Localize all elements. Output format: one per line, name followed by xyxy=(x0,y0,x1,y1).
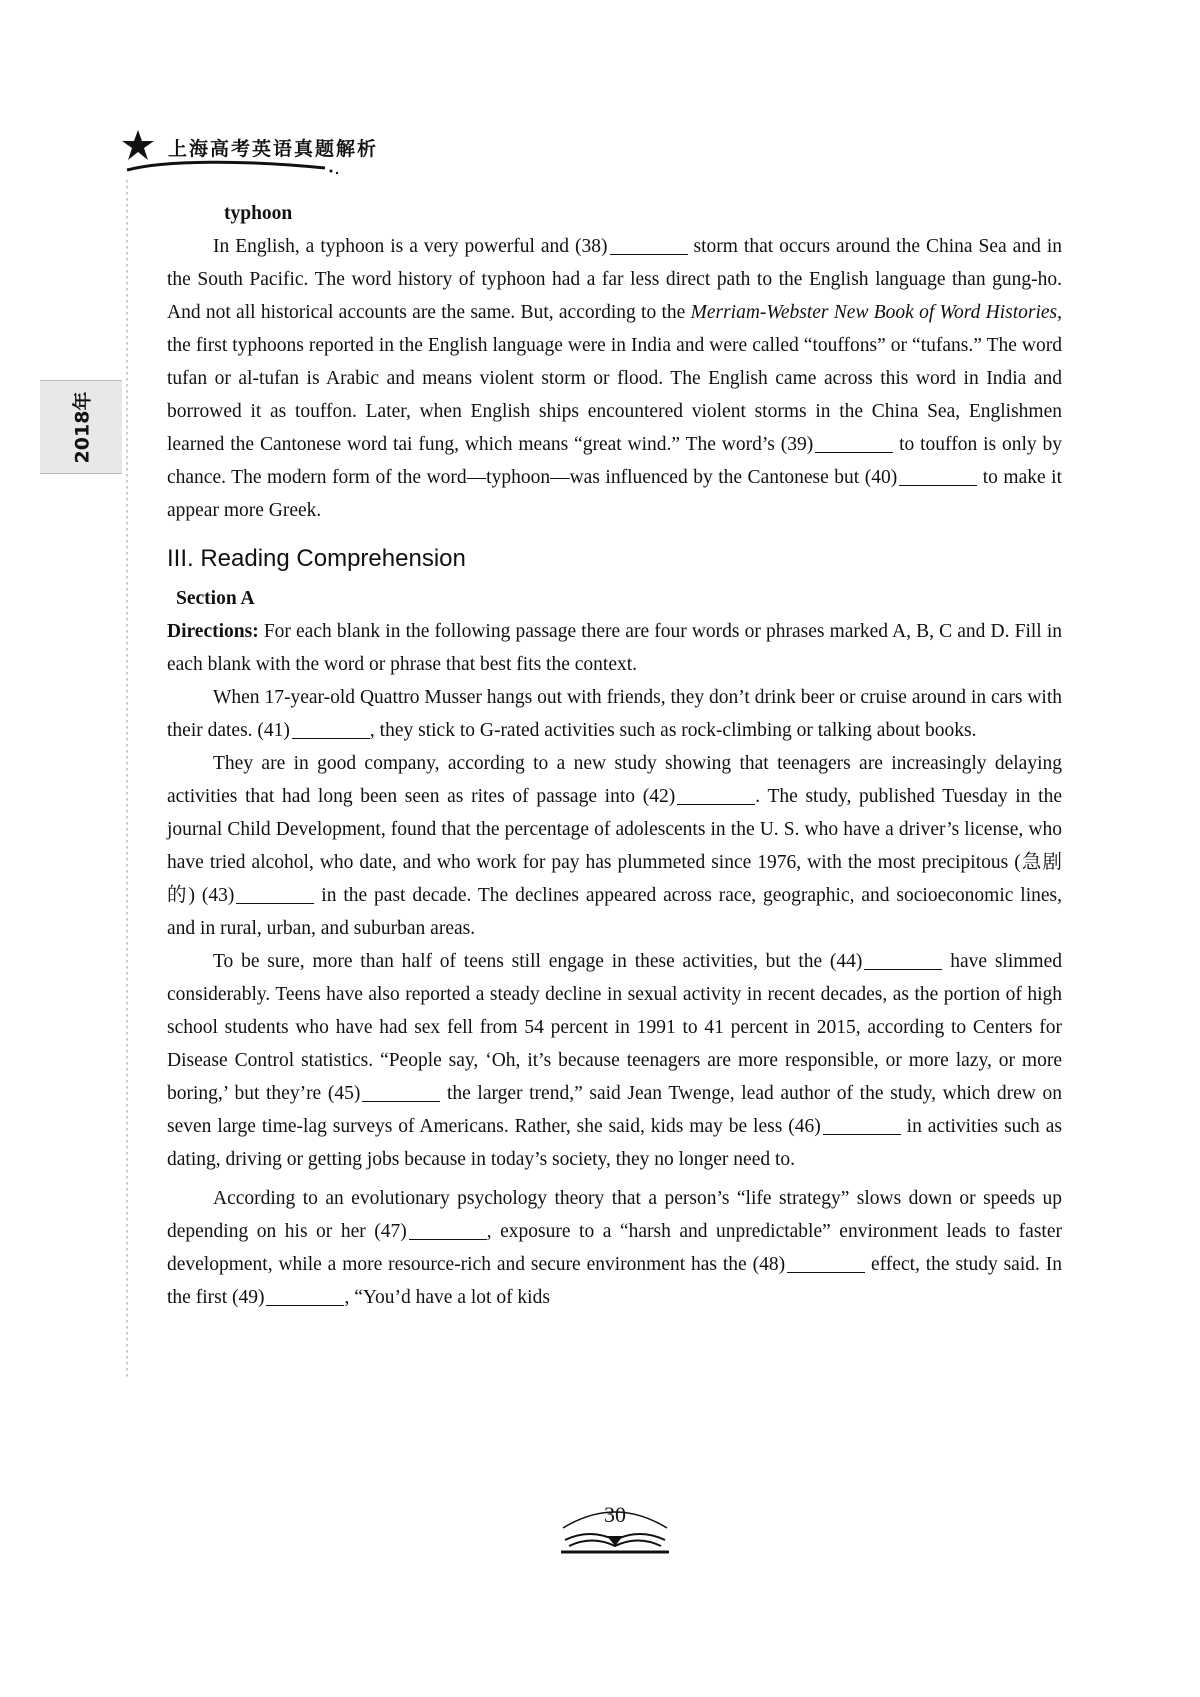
text-run: the larger trend,” said Jean Twenge, lead author of the study, which drew on seven large time-lag surveys of Americans. Rather, she said, kids may be less (46) xyxy=(167,1083,1062,1137)
blank-47[interactable] xyxy=(409,1220,487,1241)
text-run: When 17-year-old Quattro Musser hangs out with friends, they don’t drink beer or cruise around in cars with their dates. (41) xyxy=(167,687,1062,741)
directions xyxy=(167,615,1062,681)
side-year-label: 2018年 xyxy=(71,391,94,463)
swoosh-decoration xyxy=(125,156,340,176)
text-run: to make it appear more Greek. xyxy=(167,467,1062,521)
text-run: They are in good company, according to a new study showing that teenagers are increasingly delaying activities that had long been seen as rites of passage into (42) xyxy=(167,753,1062,807)
page-footer xyxy=(555,1498,675,1558)
blank-45[interactable] xyxy=(362,1082,440,1103)
margin-dotted-line xyxy=(126,180,128,1380)
page-number: 30 xyxy=(604,1502,626,1527)
blank-42[interactable] xyxy=(677,785,755,806)
blank-41[interactable] xyxy=(292,719,370,740)
blank-46[interactable] xyxy=(823,1115,901,1136)
text-run: . The study, published Tuesday in the journal Child Development, found that the percentage of adolescents in the U. S. who have a driver’s license, who have tried alcohol, who date, and who work for pay has plummeted since 1976, with the most precipitous (急剧的) (43) xyxy=(167,786,1063,906)
side-year-tab xyxy=(40,380,122,474)
typhoon-paragraph xyxy=(167,230,1062,527)
book-title: Merriam-Webster New Book of Word Histories xyxy=(690,302,1058,323)
blank-39[interactable] xyxy=(815,433,893,454)
text-run: effect, the study said. In the first (49) xyxy=(167,1254,1062,1308)
page-header xyxy=(120,128,440,178)
blank-40[interactable] xyxy=(899,466,977,487)
passage-paragraph-2 xyxy=(167,747,1062,945)
passage-paragraph-3 xyxy=(167,945,1062,1176)
directions-text: For each blank in the following passage there are four words or phrases marked A, B, C and D. Fill in each blank with the word or phrase that best fits the context. xyxy=(167,621,1062,675)
passage-paragraph-4 xyxy=(167,1182,1062,1314)
text-run: storm that occurs around the China Sea and in the South Pacific. The word history of typhoon had a far less direct path to the English language than gung-ho. And not all historical accounts are the same. But, according to the xyxy=(167,236,1062,323)
blank-44[interactable] xyxy=(864,950,942,971)
text-run: According to an evolutionary psychology theory that a person’s “life strategy” slows down or speeds up depending on his or her (47) xyxy=(167,1188,1062,1242)
header-title: 上海高考英语真题解析 xyxy=(168,138,379,160)
text-run: , they stick to G-rated activities such as rock-climbing or talking about books. xyxy=(369,720,977,741)
blank-38[interactable] xyxy=(610,235,688,256)
passage-paragraph-1 xyxy=(167,681,1062,747)
text-run: in the past decade. The declines appeared across race, geographic, and socioeconomic lines, and in rural, urban, and suburban areas. xyxy=(167,885,1062,939)
blank-49[interactable] xyxy=(266,1286,344,1307)
section-title: Section A xyxy=(176,588,255,609)
text-run: To be sure, more than half of teens still engage in these activities, but the (44) xyxy=(213,951,863,972)
directions-label: Directions: xyxy=(167,621,259,642)
text-run: to touffon is only by chance. The modern form of the word—typhoon—was influenced by the Cantonese but (40) xyxy=(167,434,1062,488)
text-run: , “You’d have a lot of kids xyxy=(344,1287,550,1308)
word-heading: typhoon xyxy=(224,203,293,224)
text-run: in activities such as dating, driving or getting jobs because in today’s society, they no longer need to. xyxy=(167,1116,1062,1170)
blank-43[interactable] xyxy=(236,884,314,905)
text-run: In English, a typhoon is a very powerful and (38) xyxy=(213,236,608,257)
text-run: , the first typhoons reported in the English language were in India and were called “touffons” or “tufans.” The word tufan or al-tufan is Arabic and means violent storm or flood. The English came across this word in India and borrowed it as touffon. Later, when English ships encountered violent storms in the China Sea, Englishmen learned the Cantonese word tai fung, which means “great wind.” The word’s (39) xyxy=(167,302,1063,455)
blank-48[interactable] xyxy=(787,1253,865,1274)
page-content xyxy=(167,198,1062,1314)
part-title: III. Reading Comprehension xyxy=(167,545,466,572)
text-run: , exposure to a “harsh and unpredictable” environment leads to faster development, while a more resource-rich and secure environment has the (48) xyxy=(167,1221,1062,1275)
text-run: have slimmed considerably. Teens have also reported a steady decline in sexual activity in recent decades, as the portion of high school students who have had sex fell from 54 percent in 1991 to 41 percent in 2015, according to Centers for Disease Control statistics. “People say, ‘Oh, it’s because teenagers are more responsible, or more lazy, or more boring,’ but they’re (45) xyxy=(167,951,1062,1104)
